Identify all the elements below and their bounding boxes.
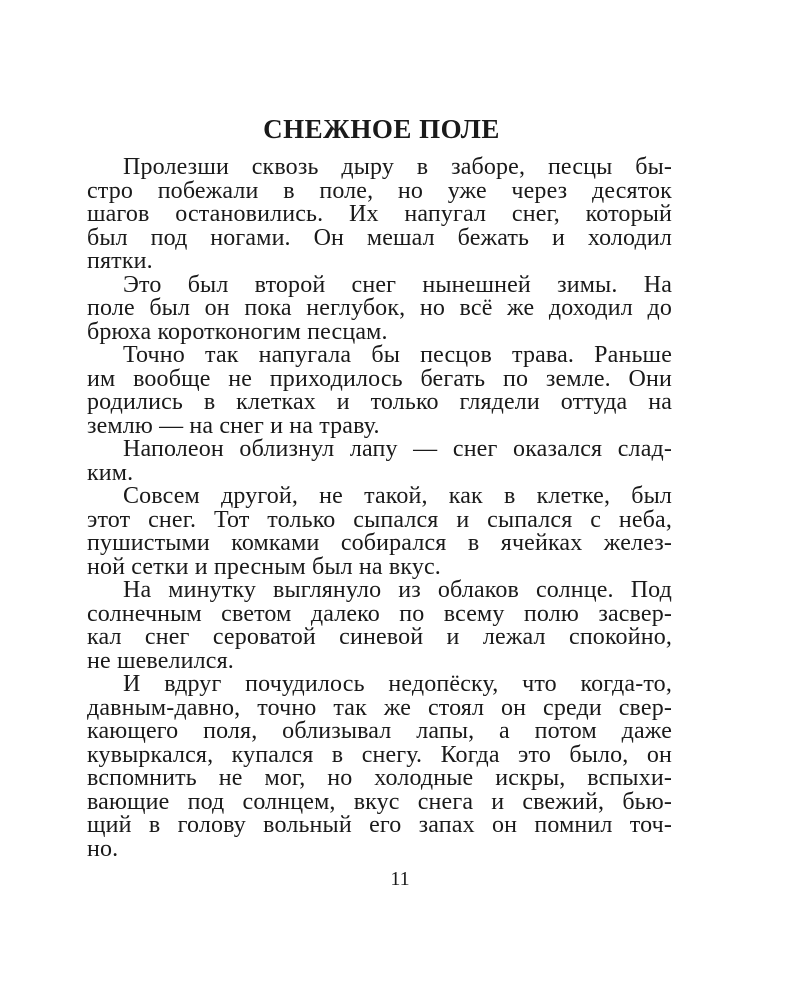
paragraph [87, 344, 672, 438]
paragraph [87, 485, 672, 579]
text-line: стро побежали в поле, но уже через десяток [87, 177, 672, 204]
paragraph [87, 156, 672, 274]
text-line: землю — на снег и на траву. [87, 412, 380, 439]
text-line: вспомнить не мог, но холодные искры, вспыхи- [87, 765, 672, 791]
text-line: солнечным светом далеко по всему полю засвер- [87, 600, 672, 627]
paragraph [87, 673, 672, 861]
text-line: Точно так напугала бы песцов трава. Раньше [123, 342, 672, 368]
page-number: 11 [390, 868, 410, 890]
text-line: брюха коротконогим песцам. [87, 318, 388, 345]
text-line: пятки. [87, 248, 153, 274]
text-line: шагов остановились. Их напугал снег, который [87, 201, 672, 227]
text-line: На минутку выглянуло из облаков солнце. Под [123, 577, 672, 603]
text-line: ной сетки и пресным был на вкус. [87, 553, 441, 580]
text-line: Пролезши сквозь дыру в заборе, песцы бы- [123, 154, 672, 180]
text-line: поле был он пока неглубок, но всё же доходил до [87, 295, 672, 321]
text-line: родились в клетках и только глядели оттуда на [87, 389, 672, 415]
text-line: И вдруг почудилось недопёску, что когда-то, [123, 671, 672, 697]
text-line: не шевелился. [87, 647, 234, 674]
text-line: давным-давно, точно так же стоял он среди свер- [87, 694, 672, 721]
chapter-body [87, 156, 672, 861]
book-page [87, 110, 672, 861]
text-line: им вообще не приходилось бегать по земле. Они [87, 365, 672, 392]
text-line: этот снег. Тот только сыпался и сыпался с неба, [87, 506, 672, 533]
text-line: кувыркался, купался в снегу. Когда это было, он [87, 741, 672, 768]
text-line: был под ногами. Он мешал бежать и холодил [87, 224, 672, 251]
text-line: Совсем другой, не такой, как в клетке, был [123, 483, 672, 509]
paragraph [87, 438, 672, 485]
paragraph [87, 271, 672, 345]
text-line: ким. [87, 459, 134, 486]
text-line: кал снег сероватой синевой и лежал спокойно, [87, 624, 672, 650]
text-line: пушистыми комками собирался в ячейках желез- [87, 530, 672, 556]
chapter-title: СНЕЖНОЕ ПОЛЕ [263, 114, 500, 144]
text-line: Это был второй снег нынешней зимы. На [123, 271, 672, 298]
text-line: щий в голову вольный его запах он помнил точ- [87, 812, 672, 838]
text-line: Наполеон облизнул лапу — снег оказался слад- [123, 436, 672, 462]
text-line: вающие под солнцем, вкус снега и свежий, бью- [87, 788, 672, 815]
text-line: кающего поля, облизывал лапы, а потом даже [87, 718, 672, 744]
paragraph [87, 579, 672, 673]
text-line: но. [87, 835, 119, 862]
